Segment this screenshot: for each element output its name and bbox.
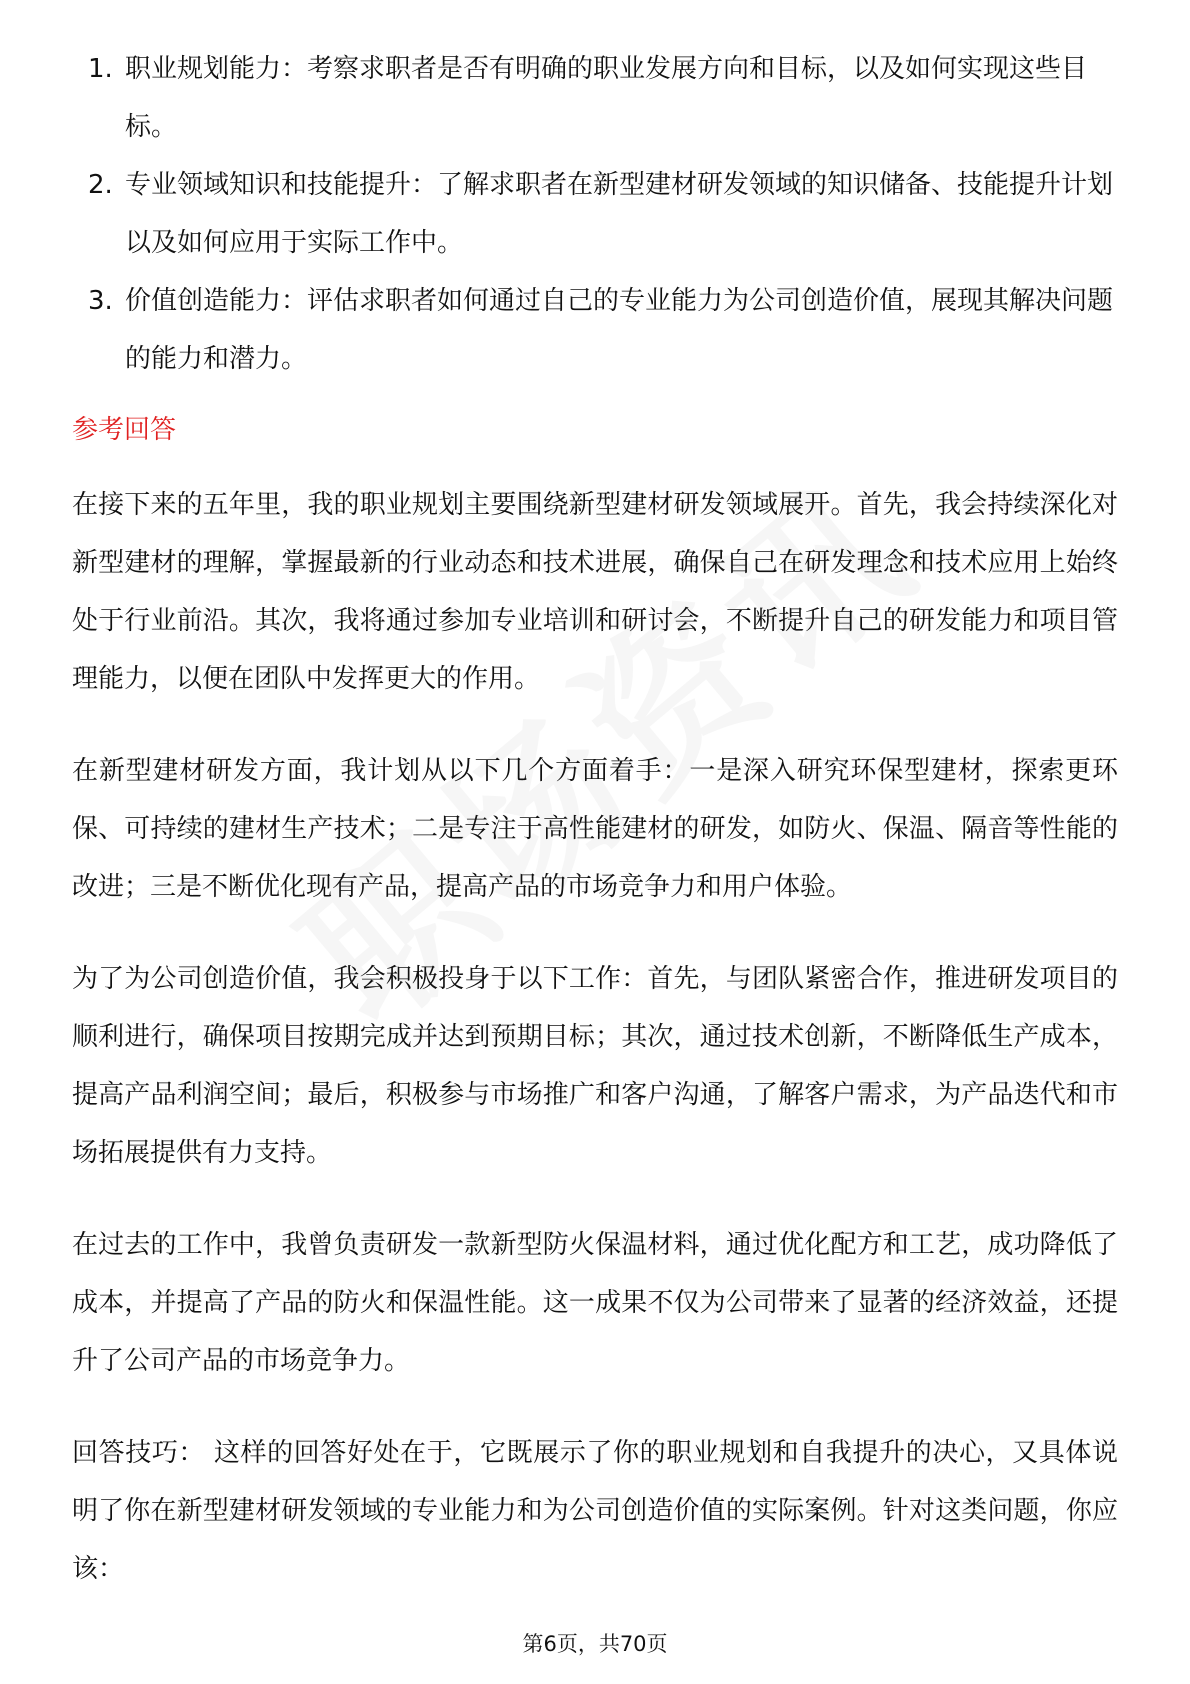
list-item xyxy=(72,272,1118,388)
list-item-text: 价值创造能力：评估求职者如何通过自己的专业能力为公司创造价值，展现其解决问题的能力和潜力。 xyxy=(125,286,1114,374)
list-item xyxy=(72,40,1118,156)
list-item-text: 专业领域知识和技能提升：了解求职者在新型建材研发领域的知识储备、技能提升计划以及如何应用于实际工作中。 xyxy=(125,170,1114,258)
list-item-number: 3. xyxy=(88,286,113,316)
list-item-text: 职业规划能力：考察求职者是否有明确的职业发展方向和目标，以及如何实现这些目标。 xyxy=(125,54,1088,142)
page-number-footer: 第6页，共70页 xyxy=(522,1632,668,1656)
list-item-number: 2. xyxy=(88,170,113,200)
reference-answer-heading: 参考回答 xyxy=(72,415,177,445)
answer-paragraph: 在过去的工作中，我曾负责研发一款新型防火保温材料，通过优化配方和工艺，成功降低了成本，并提高了产品的防火和保温性能。这一成果不仅为公司带来了显著的经济效益，还提升了公司产品的市场竞争力。 xyxy=(72,1230,1118,1376)
answer-paragraph: 为了为公司创造价值，我会积极投身于以下工作：首先，与团队紧密合作，推进研发项目的顺利进行，确保项目按期完成并达到预期目标；其次，通过技术创新，不断降低生产成本，提高产品利润空间；最后，积极参与市场推广和客户沟通，了解客户需求，为产品迭代和市场拓展提供有力支持。 xyxy=(72,964,1118,1168)
list-item xyxy=(72,156,1118,272)
list-item-number: 1. xyxy=(88,54,113,84)
criteria-list xyxy=(72,40,1118,388)
page-content xyxy=(72,40,1118,1632)
answer-paragraph: 在新型建材研发方面，我计划从以下几个方面着手：一是深入研究环保型建材，探索更环保、可持续的建材生产技术；二是专注于高性能建材的研发，如防火、保温、隔音等性能的改进；三是不断优化现有产品，提高产品的市场竞争力和用户体验。 xyxy=(72,756,1118,902)
answer-paragraph: 在接下来的五年里，我的职业规划主要围绕新型建材研发领域展开。首先，我会持续深化对新型建材的理解，掌握最新的行业动态和技术进展，确保自己在研发理念和技术应用上始终处于行业前沿。其次，我将通过参加专业培训和研讨会，不断提升自己的研发能力和项目管理能力，以便在团队中发挥更大的作用。 xyxy=(72,490,1118,694)
answer-tips-paragraph: 回答技巧： 这样的回答好处在于，它既展示了你的职业规划和自我提升的决心，又具体说明了你在新型建材研发领域的专业能力和为公司创造价值的实际案例。针对这类问题，你应该： xyxy=(72,1438,1118,1584)
